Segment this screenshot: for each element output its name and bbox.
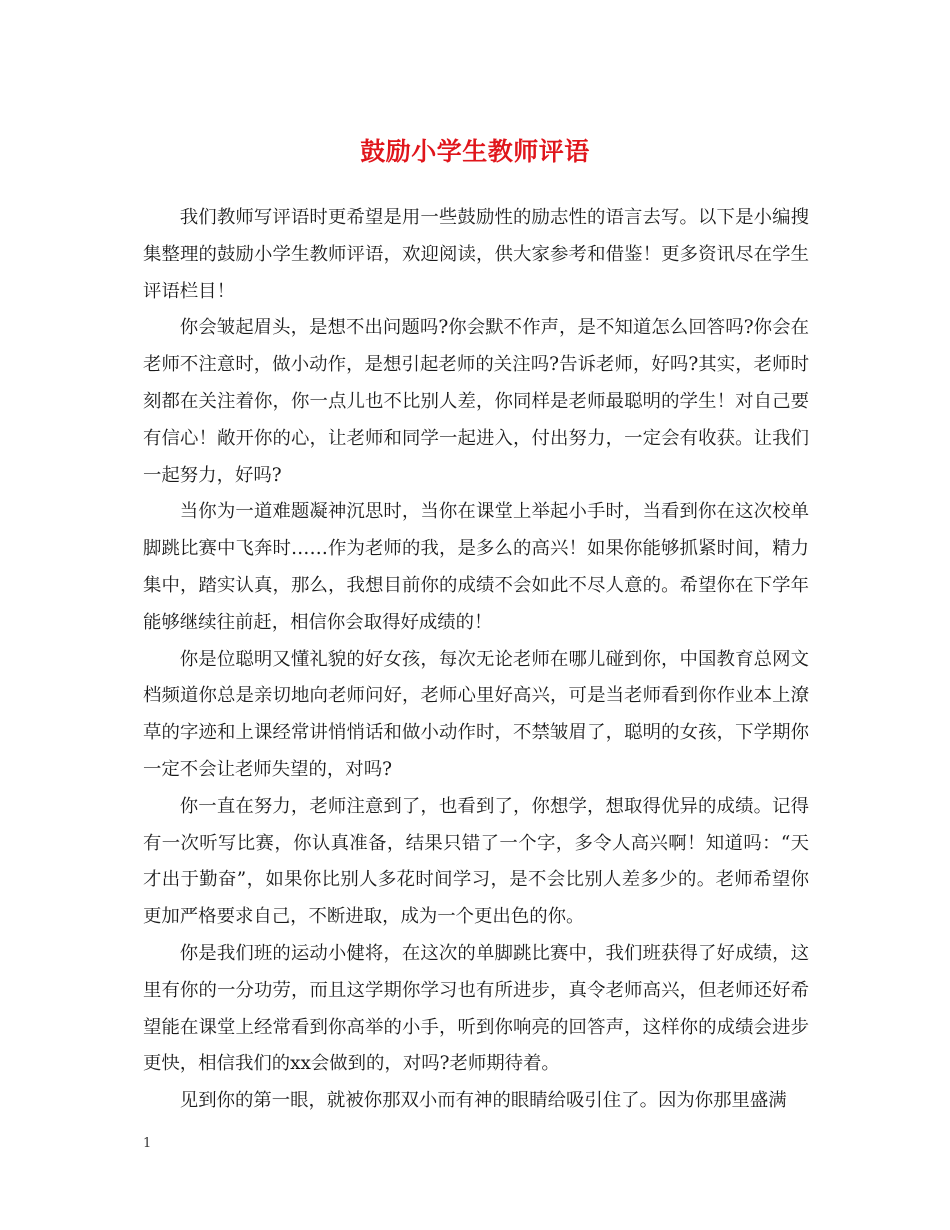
paragraph-7: 见到你的第一眼，就被你那双小而有神的眼睛给吸引住了。因为你那里盛满: [179, 1090, 787, 1112]
page-number: 1: [143, 1136, 152, 1151]
paragraph-5: 你一直在努力，老师注意到了，也看到了，你想学，想取得优异的成绩。记得有一次听写比赛，你认真准备，结果只错了一个字，多令人高兴啊！知道吗：“天才出于勤奋”，如果你比别人多花时间学习，是不会比别人差多少的。老师希望你更加严格要求自己，不断进取，成为一个更出色的你。: [143, 795, 809, 928]
paragraph-1: 我们教师写评语时更希望是用一些鼓励性的励志性的语言去写。以下是小编搜集整理的鼓励小学生教师评语，欢迎阅读，供大家参考和借鉴！更多资讯尽在学生评语栏目！: [143, 207, 809, 302]
document-title: 鼓励小学生教师评语: [360, 137, 590, 166]
paragraph-2: 你会皱起眉头，是想不出问题吗?你会默不作声，是不知道怎么回答吗?你会在老师不注意时，做小动作，是想引起老师的关注吗?告诉老师，好吗?其实，老师时刻都在关注着你，你一点儿也不比别人差，你同样是老师最聪明的学生！对自己要有信心！敞开你的心，让老师和同学一起进入，付出努力，一定会有收获。让我们一起努力，好吗?: [143, 317, 809, 486]
document-body: [143, 200, 809, 1120]
paragraph-3: 当你为一道难题凝神沉思时，当你在课堂上举起小手时，当看到你在这次校单脚跳比赛中飞奔时……作为老师的我，是多么的高兴！如果你能够抓紧时间，精力集中，踏实认真，那么，我想目前你的成绩不会如此不尽人意的。希望你在下学年能够继续往前赶，相信你会取得好成绩的！: [143, 501, 809, 633]
paragraph-4: 你是位聪明又懂礼貌的好女孩，每次无论老师在哪儿碰到你，中国教育总网文档频道你总是亲切地向老师问好，老师心里好高兴，可是当老师看到你作业本上潦草的字迹和上课经常讲悄悄话和做小动作时，不禁皱眉了，聪明的女孩，下学期你一定不会让老师失望的，对吗?: [143, 648, 809, 780]
paragraph-6: 你是我们班的运动小健将，在这次的单脚跳比赛中，我们班获得了好成绩，这里有你的一分功劳，而且这学期你学习也有所进步，真令老师高兴，但老师还好希望能在课堂上经常看到你高举的小手，听到你响亮的回答声，这样你的成绩会进步更快，相信我们的xx会做到的，对吗?老师期待着。: [143, 942, 809, 1075]
